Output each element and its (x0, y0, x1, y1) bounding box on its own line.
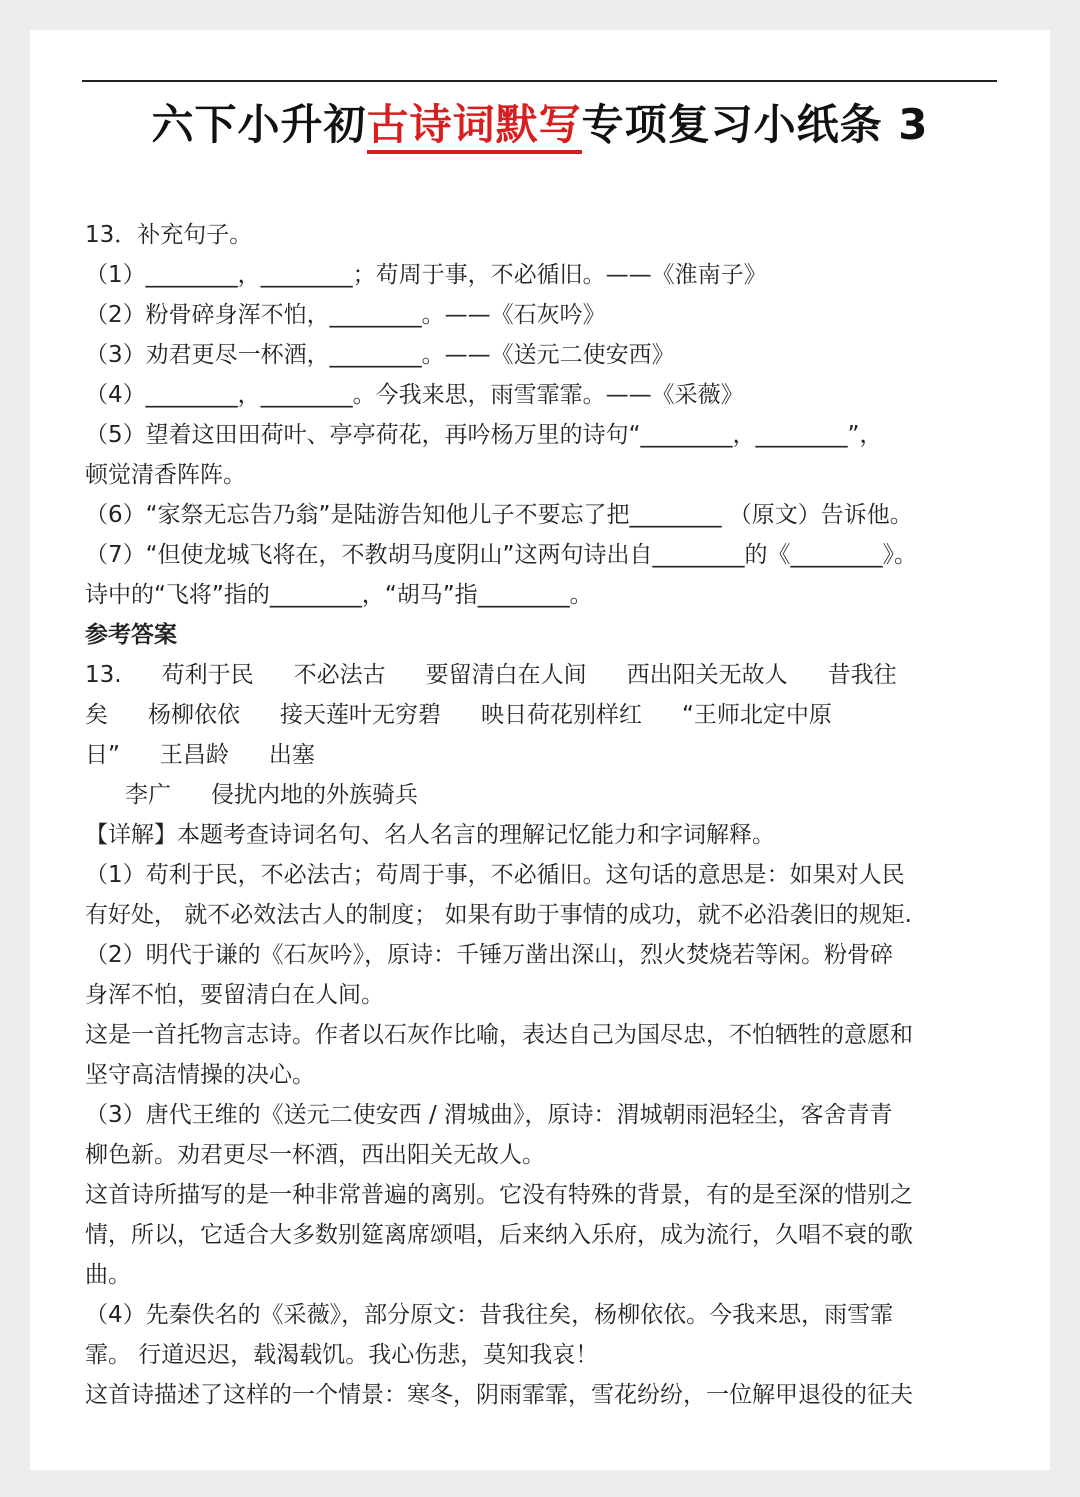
answer-row (85, 735, 1000, 775)
answer-heading: 参考答案 (85, 622, 177, 648)
question-header: 13．补充句子。 (85, 222, 253, 248)
answer-number: 13. (85, 662, 122, 688)
page-title (30, 92, 1050, 152)
answer-row (85, 775, 1000, 815)
explanation-line: 【详解】本题考查诗词名句、名人名言的理解记忆能力和字词解释。 (85, 822, 775, 848)
question-item: （4）________，________。今我来思，雨雪霏霏。——《采薇》 (85, 382, 744, 408)
question-item: （3）劝君更尽一杯酒，________。——《送元二使安西》 (85, 342, 675, 368)
question-item: （1）________，________；苟周于事，不必循旧。——《淮南子》 (85, 262, 767, 288)
worksheet-body (85, 215, 1000, 1415)
explanation-line: 坚守高洁情操的决心。 (85, 1062, 315, 1088)
explanation-line: （1）苟利于民，不必法古；苟周于事，不必循旧。这句话的意思是：如果对人民 (85, 862, 905, 888)
explanation-line: （4）先秦佚名的《采薇》，部分原文：昔我往矣，杨柳依依。今我来思，雨雪霏 (85, 1302, 894, 1328)
explanation-line: 曲。 (85, 1262, 131, 1288)
answer-item: 杨柳依依 (148, 702, 240, 728)
top-divider (82, 80, 997, 82)
question-item: （5）望着这田田荷叶、亭亭荷花，再吟杨万里的诗句“________，________”， (85, 422, 883, 448)
answer-item: 昔我往 (827, 662, 897, 688)
answer-item: 不必法古 (293, 662, 386, 688)
title-highlight: 古诗词默写 (367, 100, 582, 154)
explanation-line: 这首诗描述了这样的一个情景：寒冬，阴雨霏霏，雪花纷纷，一位解甲退役的征夫 (85, 1382, 913, 1408)
title-suffix: 专项复习小纸条 3 (581, 100, 929, 149)
answer-item: 要留清白在人间 (425, 662, 587, 688)
title-prefix: 六下小升初 (151, 100, 367, 149)
explanation-line: （2）明代于谦的《石灰吟》，原诗：千锤万凿出深山，烈火焚烧若等闲。粉骨碎 (85, 942, 894, 968)
question-item: 诗中的“飞将”指的________，“胡马”指________。 (85, 582, 593, 608)
answer-item: 接天莲叶无穷碧 (280, 702, 441, 728)
answer-row (85, 655, 1000, 695)
explanation-line: （3）唐代王维的《送元二使安西 / 渭城曲》，原诗：渭城朝雨浥轻尘，客舍青青 (85, 1102, 893, 1128)
explanation-line: 有好处， 就不必效法古人的制度； 如果有助于事情的成功，就不必沿袭旧的规矩. (85, 902, 912, 928)
answer-item: 出塞 (268, 742, 315, 768)
explanation-line: 情，所以，它适合大多数别筵离席颂唱，后来纳入乐府，成为流行，久唱不衰的歌 (85, 1222, 913, 1248)
explanation-line: 身浑不怕，要留清白在人间。 (85, 982, 384, 1008)
explanation-line: 这是一首托物言志诗。作者以石灰作比喻，表达自己为国尽忠，不怕牺牲的意愿和 (85, 1022, 913, 1048)
answer-item: 苟利于民 (161, 662, 254, 688)
explanation-line: 霏。 行道迟迟，载渴载饥。我心伤悲，莫知我哀！ (85, 1342, 599, 1368)
answer-item: 王昌龄 (159, 742, 229, 768)
question-item: （7）“但使龙城飞将在，不教胡马度阴山”这两句诗出自________的《________》。 (85, 542, 917, 568)
answer-item: 侵扰内地的外族骑兵 (211, 782, 418, 808)
explanation-line: 柳色新。劝君更尽一杯酒，西出阳关无故人。 (85, 1142, 545, 1168)
question-item: （6）“家祭无忘告乃翁”是陆游告知他儿子不要忘了把________ （原文）告诉他。 (85, 502, 913, 528)
answer-item: 矣 (85, 702, 108, 728)
explanation-line: 这首诗所描写的是一种非常普遍的离别。它没有特殊的背景，有的是至深的惜别之 (85, 1182, 913, 1208)
question-item: 顿觉清香阵阵。 (85, 462, 246, 488)
answer-item: “王师北定中原 (682, 702, 832, 728)
question-item: （2）粉骨碎身浑不怕，________。——《石灰吟》 (85, 302, 606, 328)
answer-item: 映日荷花别样红 (481, 702, 642, 728)
answer-item: 李广 (125, 782, 171, 808)
worksheet-page (30, 30, 1050, 1470)
answer-item: 日” (85, 742, 120, 768)
answer-item: 西出阳关无故人 (626, 662, 788, 688)
answer-row (85, 695, 1000, 735)
